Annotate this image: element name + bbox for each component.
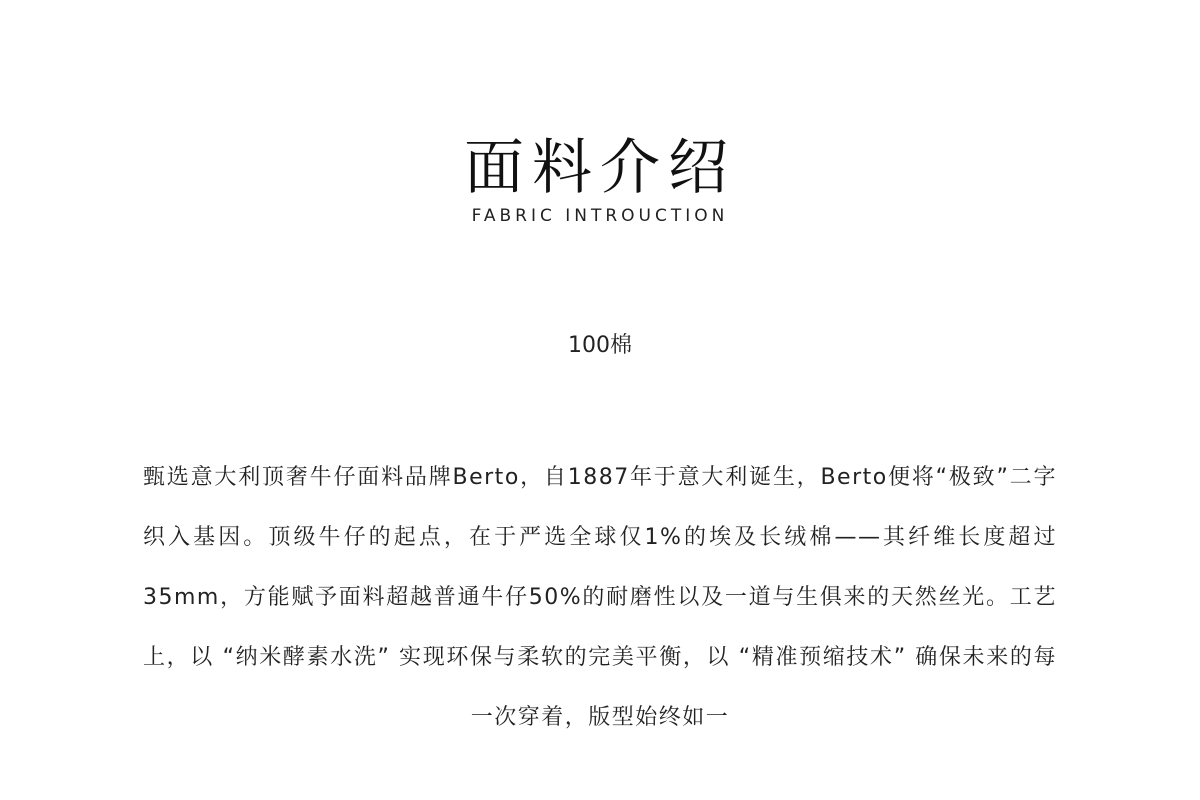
page-subtitle: FABRIC INTROUCTION: [471, 206, 729, 226]
page-title: 面料介绍: [464, 133, 736, 203]
fabric-description: 甄选意大利顶奢牛仔面料品牌Berto，自1887年于意大利诞生，Berto便将“极致”二字织入基因。顶级牛仔的起点，在于严选全球仅1%的埃及长绒棉——其纤维长度超过35mm，方能赋予面料超越普通牛仔50%的耐磨性以及一道与生俱来的天然丝光。工艺上，以 “纳米酵素水洗” 实现环保与柔软的完美平衡，以 “精准预缩技术” 确保未来的每一次穿着，版型始终如一: [143, 465, 1057, 730]
material-label: 100棉: [568, 333, 632, 358]
